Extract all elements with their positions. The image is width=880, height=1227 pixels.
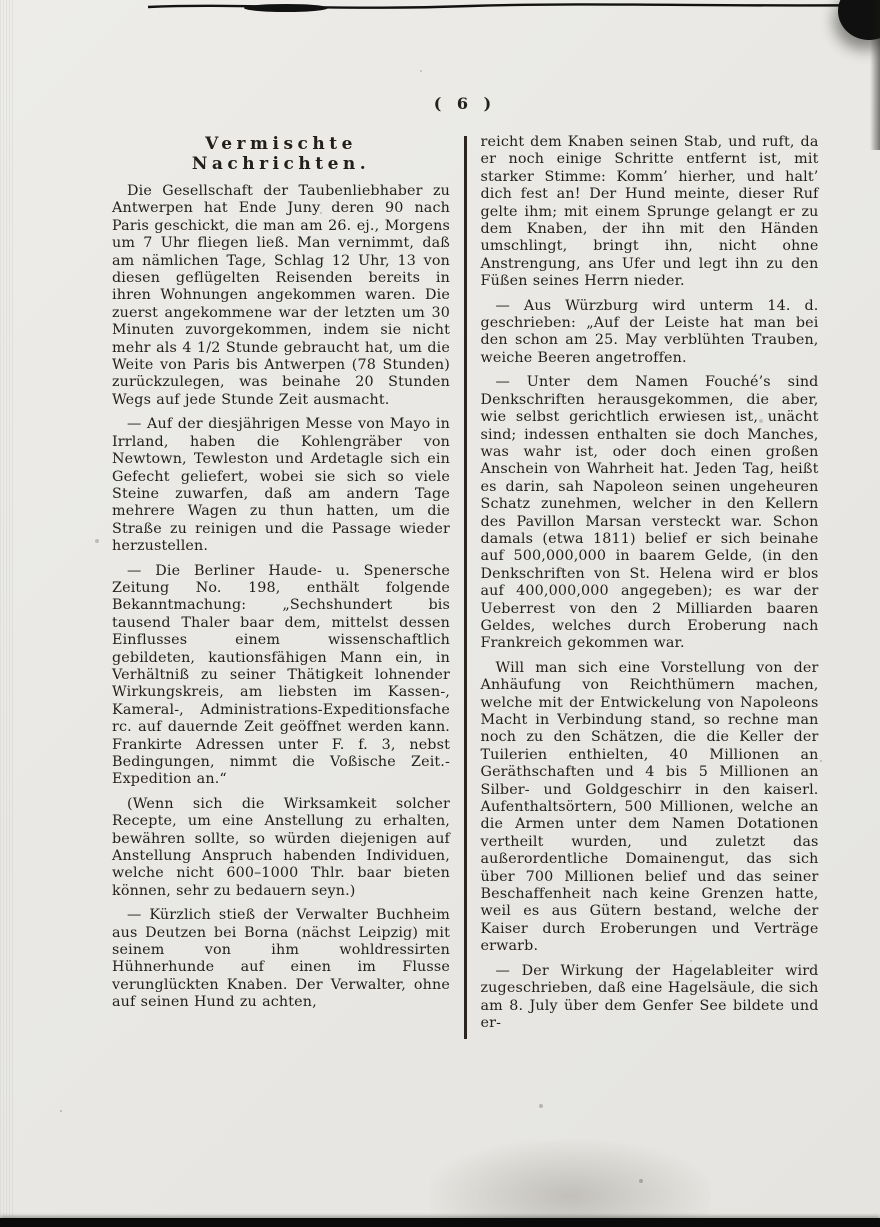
paragraph-pigeons-antwerp: Die Gesellschaft der Taubenliebhaber zu Antwerpen hat Ende Juny deren 90 nach Paris geschickt, die man am 26. ej., Morgens um 7 Uhr fliegen ließ. Man vernimmt, daß am nämlichen Tage, Schlag 12 Uhr, 13 von diesen geflügelten Reisenden bereits in ihren Wohnungen angekommen waren. Die zuerst angekommene war der letzten um 30 Minuten zuvorgekommen, indem sie nicht mehr als 4 1/2 Stunde gebraucht hat, um die Weite von Paris bis Antwerpen (78 Stunden) zurückzulegen, was beinahe 20 Stunden Wegs auf jede Stunde Zeit ausmacht. <box>112 183 450 408</box>
scan-left-edge-texture <box>0 0 14 1227</box>
paragraph-napoleon-wealth: Will man sich eine Vorstellung von der Anhäufung von Reichthümern machen, welche mit der Entwickelung von Napoleons Macht in Verbindung stand, so rechne man noch zu den Schätzen, die die Keller der Tuilerien enthielten, 40 Millionen an Geräthschaften und 4 bis 5 Millionen an Silber- und Goldgeschirr in den kaiserl. Aufenthaltsörtern, 500 Millionen, welche an die Armen unter dem Namen Dotationen vertheilt wurden, und zuletzt das außerordentliche Domainengut, das sich über 700 Millionen belief und das seiner Beschaffenheit nach keine Grenzen hatte, weil es aus Gütern bestand, welche der Kaiser durch Eroberungen und Verträge erwarb. <box>480 659 819 955</box>
paragraph-dog-rescue: — Kürzlich stieß der Verwalter Buchheim aus Deutzen bei Borna (nächst Leipzig) mit seinem von ihm wohldressirten Hühnerhunde auf einen im Flusse verunglückten Knaben. Der Verwalter, ohne auf seinen Hund zu achten, <box>112 907 450 1011</box>
paragraph-wuerzburg-grapes: — Aus Würzburg wird unterm 14. d. geschrieben: „Auf der Leiste hat man bei den schon am 25. May verblühten Trauben, weiche Beeren angetroffen. <box>480 297 819 366</box>
scan-bottom-edge-bar <box>0 1218 880 1227</box>
paragraph-hail-conductor: — Der Wirkung der Hagelableiter wird zugeschrieben, daß eine Hagelsäule, die sich am 8. July über dem Genfer See bildete und er- <box>480 962 819 1031</box>
paragraph-mayo-fair: — Auf der diesjährigen Messe von Mayo in Irrland, haben die Kohlengräber von Newtown, Tewleston und Ardetagle sich ein Gefecht geliefert, wobei sie sich so viele Steine zuwarfen, daß am andern Tage mehrere Wagen zu thun hatten, um die Straße zu reinigen und die Passage wieder herzustellen. <box>112 416 450 555</box>
column-divider-rule <box>464 136 467 1039</box>
left-column <box>112 134 450 1039</box>
scan-bottom-smudge <box>430 1140 710 1220</box>
page-number: ( 6 ) <box>433 94 497 113</box>
right-column <box>481 134 819 1039</box>
scan-top-edge-line <box>0 0 880 18</box>
section-heading: Vermischte Nachrichten. <box>191 134 371 174</box>
paragraph-fouche-memoirs: — Unter dem Namen Fouché’s sind Denkschriften herausgekommen, die aber, wie selbst gerichtlich erwiesen ist, unächt sind; indessen enthalten sie doch Manches, was wahr ist, oder doch einen großen Anschein von Wahrheit hat. Jeden Tag, heißt es darin, sah Napoleon seinen ungeheuren Schatz zunehmen, welcher in den Kellern des Pavillon Marsan versteckt war. Schon damals (etwa 1811) belief er sich beinahe auf 500,000,000 in baarem Gelde, (in den Denkschriften von St. Helena wird er blos auf 400,000,000 angegeben); es war der Ueberrest von den 2 Milliarden baaren Geldes, welches durch Eroberung nach Frankreich gekommen war. <box>480 374 819 652</box>
paper-speckles <box>0 0 2 2</box>
paragraph-editorial-note: (Wenn sich die Wirksamkeit solcher Recepte, um eine Anstellung zu erhalten, bewähren sollte, so würden diejenigen auf Anstellung Anspruch habenden Individuen, welche nicht 600–1000 Thlr. baar bieten können, sehr zu bedauern seyn.) <box>112 795 450 899</box>
paragraph-berlin-newspaper-ad: — Die Berliner Haude- u. Spenersche Zeitung No. 198, enthält folgende Bekanntmachung: „Sechshundert bis tausend Thaler baar dem, mittelst dessen Einflusses einem wissenschaftlich gebildeten, kautionsfähigen Mann ein, in Verhältniß zu seiner Thätigkeit lohnender Wirkungskreis, am liebsten im Kassen-, Kameral-, Administrations-Expeditionsfache rc. auf dauernde Zeit geöffnet werden kann. Frankirte Adressen unter F. f. 3, nebst Bedingungen, nimmt die Voßische Zeit.-Expedition an.“ <box>112 562 450 788</box>
text-columns <box>112 134 820 1039</box>
paragraph-dog-rescue-continued: reicht dem Knaben seinen Stab, und ruft, da er noch einige Schritte entfernt ist, mit starker Stimme: Komm’ hierher, und halt’ dich fest an! Der Hund meinte, dieser Ruf gelte ihm; mit einem Sprunge gelangt er zu dem Knaben, der ihn mit den Händen umschlingt, bringt ihn, nicht ohne Anstrengung, ans Ufer und legt ihn zu den Füßen seines Herrn nieder. <box>480 134 819 290</box>
scan-right-edge-shadow <box>870 0 880 150</box>
